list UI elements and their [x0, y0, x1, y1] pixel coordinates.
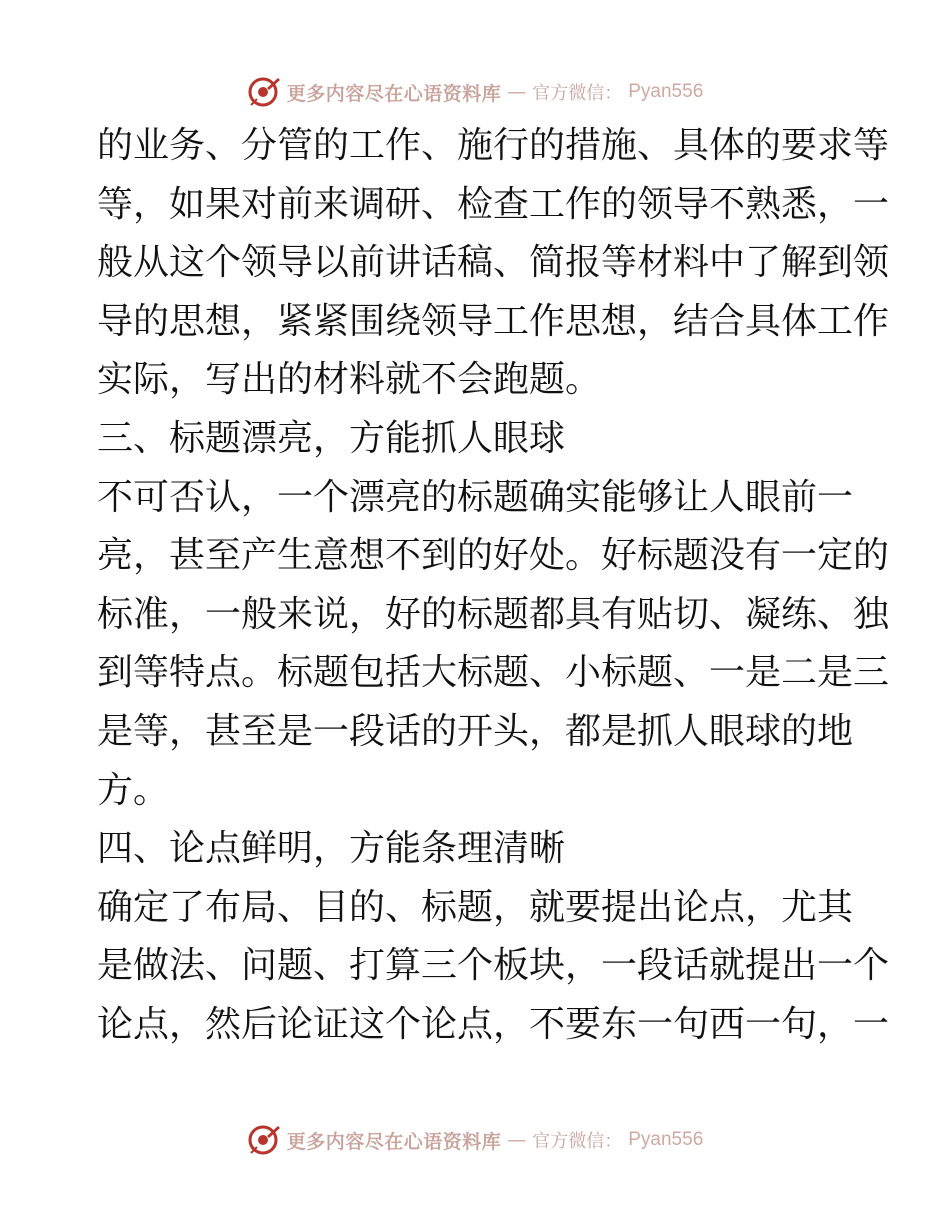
banner-wechat-id: Pyan556: [628, 81, 704, 102]
body-line: 方。: [97, 769, 170, 811]
banner-wechat-label: 官方微信：: [532, 1131, 623, 1152]
banner-dash: —: [507, 1129, 527, 1151]
header-banner: [0, 72, 950, 112]
section-heading-3: 三、标题漂亮，方能抓人眼球: [97, 417, 566, 459]
body-line: 不可否认，一个漂亮的标题确实能够让人眼前一: [97, 476, 854, 518]
section-heading-4: 四、论点鲜明，方能条理清晰: [97, 828, 566, 870]
banner-wechat-label: 官方微信：: [532, 83, 623, 104]
body-line: 导的思想，紧紧围绕领导工作思想，结合具体工作: [97, 300, 890, 342]
footer-banner: [0, 1120, 950, 1160]
body-line: 确定了布局、目的、标题，就要提出论点，尤其: [97, 886, 854, 928]
body-line: 般从这个领导以前讲话稿、简报等材料中了解到领: [97, 242, 890, 284]
banner-dash: —: [507, 81, 527, 103]
body-line: 标准，一般来说，好的标题都具有贴切、凝练、独: [97, 593, 890, 635]
body-line: 实际，写出的材料就不会跑题。: [97, 359, 602, 401]
body-line: 等，如果对前来调研、检查工作的领导不熟悉，一: [97, 183, 890, 225]
body-line: 论点，然后论证这个论点，不要东一句西一句，一: [97, 1003, 890, 1045]
pen-logo-icon: [247, 1123, 281, 1157]
banner-wechat-id: Pyan556: [628, 1129, 704, 1150]
body-line: 的业务、分管的工作、施行的措施、具体的要求等: [97, 125, 890, 166]
body-line: 是等，甚至是一段话的开头，都是抓人眼球的地: [97, 710, 854, 752]
body-line: 到等特点。标题包括大标题、小标题、一是二是三: [97, 652, 890, 694]
body-line: 亮，甚至产生意想不到的好处。好标题没有一定的: [97, 535, 890, 577]
banner-main-text: 更多内容尽在心语资料库: [286, 82, 502, 105]
pen-logo-icon: [247, 75, 281, 109]
body-line: 是做法、问题、打算三个板块，一段话就提出一个: [97, 945, 890, 987]
banner-main-text: 更多内容尽在心语资料库: [286, 1130, 502, 1153]
document-body: [97, 117, 890, 1055]
